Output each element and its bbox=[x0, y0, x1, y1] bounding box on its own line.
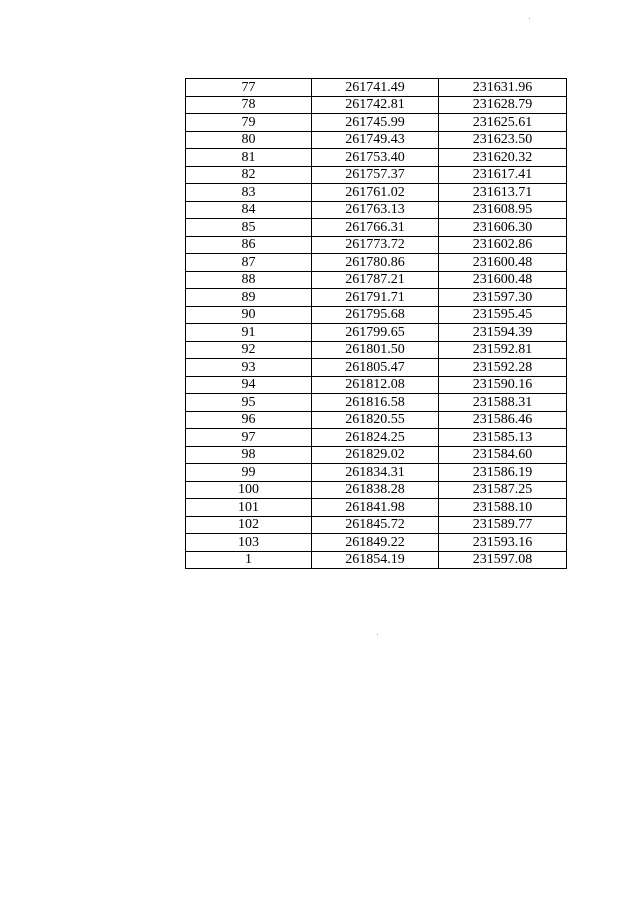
table-row bbox=[186, 464, 567, 482]
table-row bbox=[186, 481, 567, 499]
table-row bbox=[186, 516, 567, 534]
x-coordinate-cell: 261766.31 bbox=[312, 219, 439, 237]
table-row bbox=[186, 114, 567, 132]
y-coordinate-cell: 231585.13 bbox=[439, 429, 567, 447]
table-row bbox=[186, 534, 567, 552]
x-coordinate-cell: 261854.19 bbox=[312, 551, 439, 569]
scan-speck bbox=[377, 634, 378, 635]
y-coordinate-cell: 231592.81 bbox=[439, 341, 567, 359]
y-coordinate-cell: 231631.96 bbox=[439, 79, 567, 97]
point-number-cell: 79 bbox=[186, 114, 312, 132]
point-number-cell: 85 bbox=[186, 219, 312, 237]
point-number-cell: 86 bbox=[186, 236, 312, 254]
y-coordinate-cell: 231628.79 bbox=[439, 96, 567, 114]
y-coordinate-cell: 231586.46 bbox=[439, 411, 567, 429]
point-number-cell: 83 bbox=[186, 184, 312, 202]
x-coordinate-cell: 261749.43 bbox=[312, 131, 439, 149]
point-number-cell: 94 bbox=[186, 376, 312, 394]
x-coordinate-cell: 261824.25 bbox=[312, 429, 439, 447]
table-row bbox=[186, 201, 567, 219]
x-coordinate-cell: 261742.81 bbox=[312, 96, 439, 114]
coordinate-table bbox=[185, 78, 567, 569]
y-coordinate-cell: 231588.10 bbox=[439, 499, 567, 517]
x-coordinate-cell: 261741.49 bbox=[312, 79, 439, 97]
point-number-cell: 96 bbox=[186, 411, 312, 429]
x-coordinate-cell: 261799.65 bbox=[312, 324, 439, 342]
x-coordinate-cell: 261787.21 bbox=[312, 271, 439, 289]
x-coordinate-cell: 261791.71 bbox=[312, 289, 439, 307]
table-row bbox=[186, 499, 567, 517]
point-number-cell: 78 bbox=[186, 96, 312, 114]
table-row bbox=[186, 289, 567, 307]
y-coordinate-cell: 231617.41 bbox=[439, 166, 567, 184]
y-coordinate-cell: 231620.32 bbox=[439, 149, 567, 167]
point-number-cell: 98 bbox=[186, 446, 312, 464]
y-coordinate-cell: 231595.45 bbox=[439, 306, 567, 324]
x-coordinate-cell: 261829.02 bbox=[312, 446, 439, 464]
y-coordinate-cell: 231623.50 bbox=[439, 131, 567, 149]
x-coordinate-cell: 261745.99 bbox=[312, 114, 439, 132]
point-number-cell: 1 bbox=[186, 551, 312, 569]
table-row bbox=[186, 219, 567, 237]
table-row bbox=[186, 324, 567, 342]
y-coordinate-cell: 231592.28 bbox=[439, 359, 567, 377]
point-number-cell: 93 bbox=[186, 359, 312, 377]
table-row bbox=[186, 166, 567, 184]
x-coordinate-cell: 261801.50 bbox=[312, 341, 439, 359]
y-coordinate-cell: 231625.61 bbox=[439, 114, 567, 132]
table-row bbox=[186, 376, 567, 394]
point-number-cell: 82 bbox=[186, 166, 312, 184]
point-number-cell: 92 bbox=[186, 341, 312, 359]
point-number-cell: 95 bbox=[186, 394, 312, 412]
y-coordinate-cell: 231584.60 bbox=[439, 446, 567, 464]
table-row bbox=[186, 79, 567, 97]
y-coordinate-cell: 231587.25 bbox=[439, 481, 567, 499]
table-row bbox=[186, 96, 567, 114]
x-coordinate-cell: 261763.13 bbox=[312, 201, 439, 219]
x-coordinate-cell: 261816.58 bbox=[312, 394, 439, 412]
x-coordinate-cell: 261757.37 bbox=[312, 166, 439, 184]
x-coordinate-cell: 261849.22 bbox=[312, 534, 439, 552]
table-row bbox=[186, 271, 567, 289]
point-number-cell: 97 bbox=[186, 429, 312, 447]
table-row bbox=[186, 254, 567, 272]
coordinate-table-body bbox=[186, 79, 567, 569]
x-coordinate-cell: 261834.31 bbox=[312, 464, 439, 482]
point-number-cell: 90 bbox=[186, 306, 312, 324]
y-coordinate-cell: 231597.08 bbox=[439, 551, 567, 569]
point-number-cell: 80 bbox=[186, 131, 312, 149]
table-row bbox=[186, 131, 567, 149]
point-number-cell: 99 bbox=[186, 464, 312, 482]
y-coordinate-cell: 231586.19 bbox=[439, 464, 567, 482]
x-coordinate-cell: 261780.86 bbox=[312, 254, 439, 272]
point-number-cell: 103 bbox=[186, 534, 312, 552]
y-coordinate-cell: 231600.48 bbox=[439, 254, 567, 272]
x-coordinate-cell: 261761.02 bbox=[312, 184, 439, 202]
scan-speck bbox=[529, 18, 530, 19]
point-number-cell: 77 bbox=[186, 79, 312, 97]
x-coordinate-cell: 261773.72 bbox=[312, 236, 439, 254]
table-row bbox=[186, 184, 567, 202]
point-number-cell: 84 bbox=[186, 201, 312, 219]
table-row bbox=[186, 429, 567, 447]
table-row bbox=[186, 551, 567, 569]
x-coordinate-cell: 261805.47 bbox=[312, 359, 439, 377]
y-coordinate-cell: 231593.16 bbox=[439, 534, 567, 552]
x-coordinate-cell: 261845.72 bbox=[312, 516, 439, 534]
point-number-cell: 87 bbox=[186, 254, 312, 272]
x-coordinate-cell: 261795.68 bbox=[312, 306, 439, 324]
point-number-cell: 100 bbox=[186, 481, 312, 499]
table-row bbox=[186, 394, 567, 412]
y-coordinate-cell: 231590.16 bbox=[439, 376, 567, 394]
y-coordinate-cell: 231608.95 bbox=[439, 201, 567, 219]
x-coordinate-cell: 261753.40 bbox=[312, 149, 439, 167]
x-coordinate-cell: 261838.28 bbox=[312, 481, 439, 499]
y-coordinate-cell: 231594.39 bbox=[439, 324, 567, 342]
table-row bbox=[186, 359, 567, 377]
point-number-cell: 89 bbox=[186, 289, 312, 307]
y-coordinate-cell: 231602.86 bbox=[439, 236, 567, 254]
y-coordinate-cell: 231588.31 bbox=[439, 394, 567, 412]
table-row bbox=[186, 306, 567, 324]
y-coordinate-cell: 231606.30 bbox=[439, 219, 567, 237]
y-coordinate-cell: 231613.71 bbox=[439, 184, 567, 202]
x-coordinate-cell: 261812.08 bbox=[312, 376, 439, 394]
table-row bbox=[186, 236, 567, 254]
x-coordinate-cell: 261820.55 bbox=[312, 411, 439, 429]
point-number-cell: 102 bbox=[186, 516, 312, 534]
y-coordinate-cell: 231597.30 bbox=[439, 289, 567, 307]
point-number-cell: 101 bbox=[186, 499, 312, 517]
y-coordinate-cell: 231600.48 bbox=[439, 271, 567, 289]
table-row bbox=[186, 411, 567, 429]
table-row bbox=[186, 149, 567, 167]
point-number-cell: 88 bbox=[186, 271, 312, 289]
point-number-cell: 91 bbox=[186, 324, 312, 342]
table-row bbox=[186, 341, 567, 359]
point-number-cell: 81 bbox=[186, 149, 312, 167]
y-coordinate-cell: 231589.77 bbox=[439, 516, 567, 534]
x-coordinate-cell: 261841.98 bbox=[312, 499, 439, 517]
table-row bbox=[186, 446, 567, 464]
